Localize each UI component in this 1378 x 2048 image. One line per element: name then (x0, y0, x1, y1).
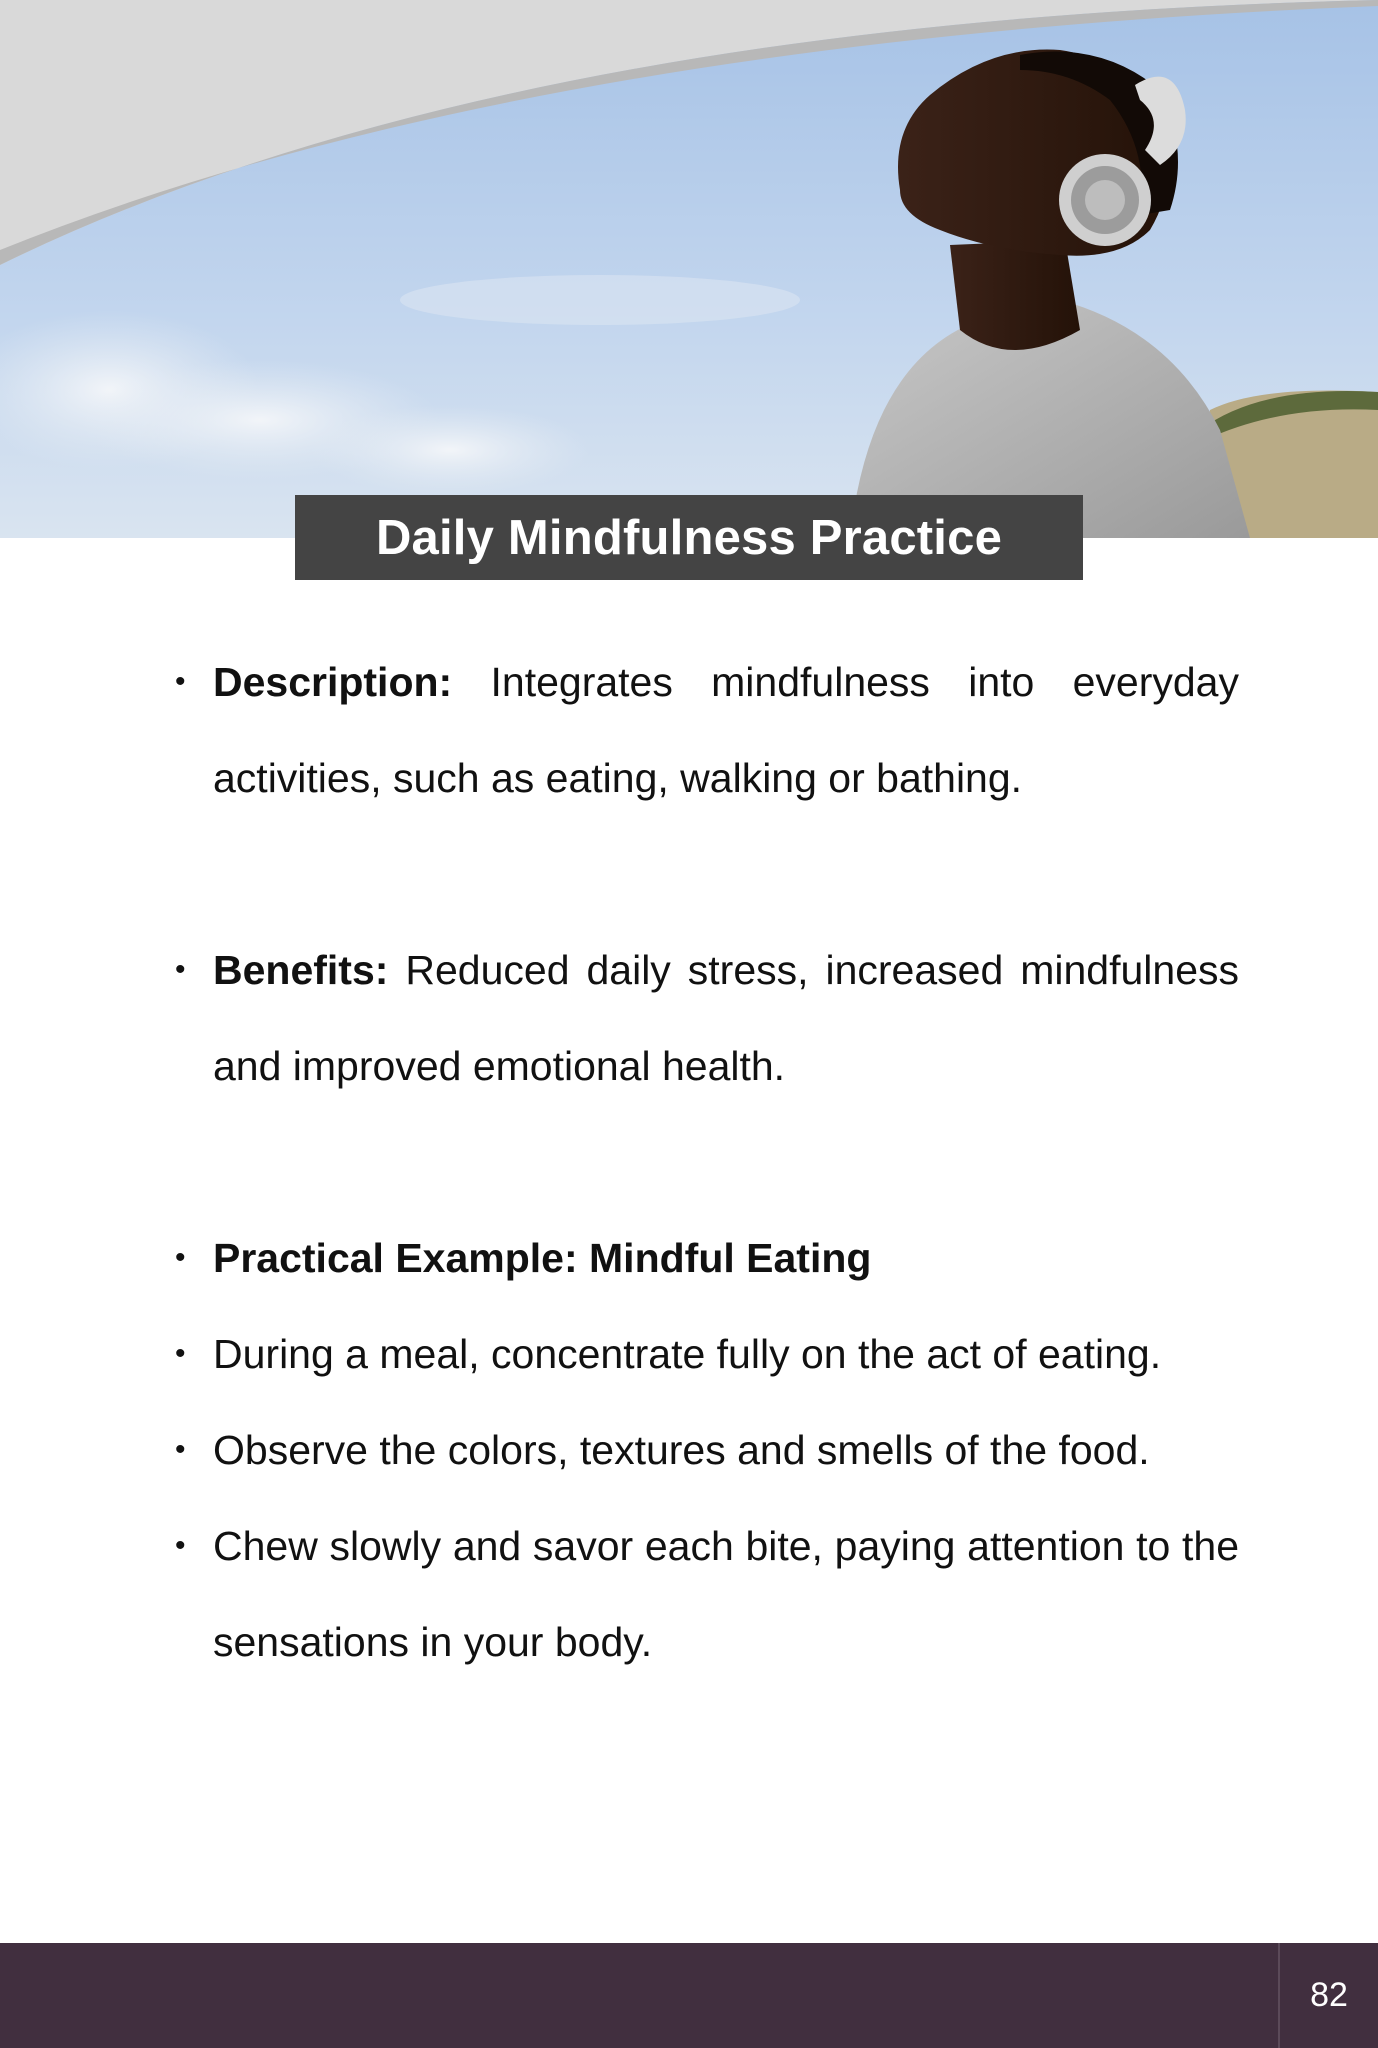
bullet: • (175, 665, 186, 698)
content-list (175, 634, 1239, 1690)
practical-example-heading-item (175, 1210, 1239, 1306)
bullet: • (175, 1337, 186, 1370)
bullet: • (175, 1241, 186, 1274)
bullet: • (175, 953, 186, 986)
description-text: Integrates mindfulness into everyday activities, such as eating, walking or bathing. (213, 659, 1239, 801)
step-item (175, 1402, 1239, 1498)
hero-photo (0, 0, 1378, 538)
bullet: • (175, 1433, 186, 1466)
step-item (175, 1306, 1239, 1402)
description-label: Description: (213, 659, 453, 705)
page-title: Daily Mindfulness Practice (375, 510, 1003, 565)
benefits-label: Benefits: (213, 947, 389, 993)
step-text: Observe the colors, textures and smells of the food. (213, 1427, 1150, 1473)
bullet: • (175, 1529, 186, 1562)
step-item (175, 1498, 1239, 1690)
step-text: During a meal, concentrate fully on the act of eating. (213, 1331, 1162, 1377)
footer-bar (0, 1943, 1378, 2048)
page-number: 82 (1310, 1976, 1348, 2014)
benefits-item (175, 922, 1239, 1114)
practical-example-heading: Practical Example: Mindful Eating (213, 1235, 872, 1281)
benefits-text: Reduced daily stress, increased mindfulness and improved emotional health. (213, 947, 1239, 1089)
hero-image (0, 0, 1378, 538)
description-item (175, 634, 1239, 826)
step-text: Chew slowly and savor each bite, paying attention to the sensations in your body. (213, 1523, 1239, 1665)
title-banner (295, 495, 1083, 580)
